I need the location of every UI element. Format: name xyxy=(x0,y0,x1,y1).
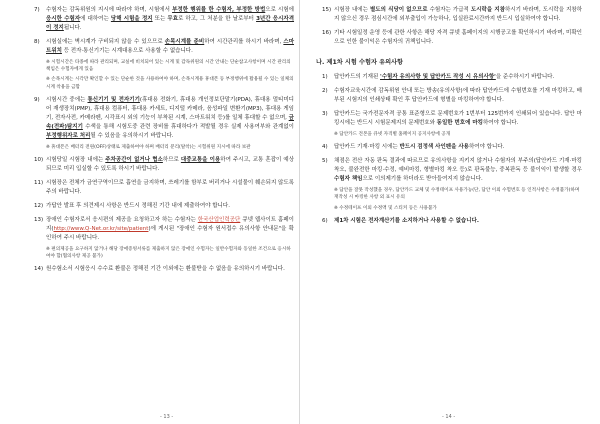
list-item xyxy=(322,73,582,82)
right-page xyxy=(300,0,600,424)
item-text xyxy=(46,202,294,211)
text-segment: 반드시 검정색 사인펜을 사용 xyxy=(399,144,469,151)
list-item xyxy=(322,157,582,184)
item-number: 4) xyxy=(322,144,328,151)
item-text xyxy=(46,38,294,56)
text-segment: 손목시계를 준비 xyxy=(164,39,205,45)
text-segment: 주차공간이 없거나 협소 xyxy=(105,157,163,164)
item-text xyxy=(334,73,582,82)
text-segment: 당해 시험을 정지 xyxy=(110,16,153,22)
text-segment: 으로 시험에 xyxy=(265,7,294,13)
right-items-top xyxy=(322,6,582,47)
item-number: 9) xyxy=(34,96,40,103)
text-segment: 수험자는 가급적 xyxy=(427,7,471,13)
list-item xyxy=(322,217,582,226)
text-segment: 동일한 번호에 마킹 xyxy=(436,120,483,126)
text-segment: 장애인 수험자로서 응시편의 제공을 요청하고자 하는 수험자는 xyxy=(46,217,198,224)
text-segment: 가답안 발표 후 의견제시 사항은 반드시 정해진 기간 내에 제출하여야 합니다. xyxy=(46,203,230,210)
item-number: 16) xyxy=(322,30,332,36)
text-segment: 도시락을 지참 xyxy=(470,7,506,13)
text-segment: 하시기 바라며, 도시락을 지참하지 않으신 경우 점심시간에 외부출입이 가능하나, 입실완료시간까지 반드시 입실하여야 합니다. xyxy=(334,7,583,22)
text-segment: 답안카드 기재·마킹 시에는 xyxy=(334,144,400,151)
text-segment: 하여 주시고, 교통 혼잡이 예상되므로 미리 입실할 수 있도록 하시기 바랍니다. xyxy=(46,157,295,173)
text-segment: 로 하고, 그 처분을 한 날로부터 xyxy=(178,16,257,22)
text-segment: 을 준수하시기 바랍니다. xyxy=(495,74,555,80)
list-item xyxy=(34,156,294,174)
item-number: 3) xyxy=(322,111,328,117)
text-segment: 됩니다. xyxy=(63,25,82,31)
text-segment: 부정행위자로 처리 xyxy=(46,132,91,139)
list-item xyxy=(34,179,294,197)
text-segment: 수색을 통해 시험도중 관련 장비를 휴대하다가 적발될 경우 실제 사용여부와 관계없이 xyxy=(82,123,294,130)
item-number: 2) xyxy=(322,88,328,94)
list-item xyxy=(322,87,582,105)
text-segment: 답안카드는 국가전문자격 공통 표준형으로 문제번호가 1번부터 125번까지 인쇄되어 있습니다. 답안 마킹시에는 반드시 시험문제지의 문제번호와 xyxy=(334,111,582,126)
item-number: 7) xyxy=(34,7,40,13)
text-segment: 답안카드의 기재된 xyxy=(334,74,381,80)
text-segment: 하여 시간관리를 하시기 바라며, xyxy=(204,39,284,45)
text-segment: )에 게시된 "장애인 수험자 원서접수 유의사항 안내문"을 확인하여 주시 바랍니다. xyxy=(46,226,294,242)
text-segment: 될 수 있음을 유의하시기 바랍니다. xyxy=(90,132,174,139)
item-note: ※ 손목시계는 시각만 확인할 수 있는 단순한 것을 사용하여야 하며, 손목시계용 휴대폰 등 부정행위에 활용될 수 있는 일체의 시계 착용을 금함 xyxy=(46,77,294,90)
item-number: 12) xyxy=(34,203,44,210)
text-segment: 으로 이의제기를 하더라도 받아들여지지 않습니다. xyxy=(362,176,483,183)
text-segment: 부정한 행위를 한 수험자, 부정한 방법 xyxy=(172,7,266,13)
text-segment: 한국산업인력공단 xyxy=(197,217,241,224)
item-note: ※ 답안카드 견본을 큐넷 자격별 홈페이지 공지사항에 공개 xyxy=(334,132,451,137)
item-text xyxy=(46,179,294,197)
text-segment: 또는 xyxy=(152,16,168,22)
text-segment: 등 전자·통신기기는 시계대용으로 사용할 수 없습니다. xyxy=(61,48,193,54)
item-text xyxy=(334,143,582,152)
right-items-bottom xyxy=(322,73,582,226)
list-item xyxy=(34,202,294,211)
list-item xyxy=(34,38,294,56)
text-segment: 수험자는 감독위원의 지시에 따라야 하며, 시험에서 xyxy=(46,7,173,13)
item-note: ※ 수정테이프 이외 수정액 및 스티커 등은 사용불가 xyxy=(334,205,437,211)
item-text xyxy=(334,110,582,128)
right-page-number: - 14 - xyxy=(442,414,456,420)
item-text xyxy=(46,6,294,33)
text-segment: 3년간 응시자격이 정지 xyxy=(46,16,295,31)
item-text xyxy=(334,87,582,105)
list-item xyxy=(34,265,294,274)
text-segment: 시험장은 전체가 금연구역이므로 흡연을 금지하며, 쓰레기를 함부로 버리거나 시설물이 훼손되지 않도록 주의 바랍니다. xyxy=(46,180,294,196)
list-item xyxy=(34,96,294,141)
text-segment: 시험당일 시험장 내에는 xyxy=(46,157,106,164)
section-title: 나. 제1차 시험 수험자 유의사항 xyxy=(316,59,403,66)
item-text xyxy=(46,216,294,243)
left-items xyxy=(34,6,294,274)
item-number: 1) xyxy=(322,74,328,80)
text-segment: 채점은 전산 자동 판독 결과에 따르므로 유의사항을 지키지 않거나 수험자의 부주의(답안카드 기재·마킹착오, 불완전한 마킹·수정, 예비마킹, 형별마킹 착오 등)로 판독불능, 중복판독 등 불이익이 발생할 경우 xyxy=(334,158,582,174)
item-number: 8) xyxy=(34,39,40,45)
item-note: ※ 편의제공을 요구하지 않거나 해당 장애증빙서류를 제출하지 않은 장애인 수험자는 일반수험자와 동일한 조건으로 응시하여야 합(협의사항 제공 불가) xyxy=(46,247,291,260)
item-text xyxy=(46,265,294,274)
list-item xyxy=(322,143,582,152)
text-segment: 통신기기 및 전자기기 xyxy=(87,96,140,103)
text-segment: 큐넷 웹사이트 홈페이지( xyxy=(46,217,294,233)
text-segment: '수험자 유의사항 및 답안카드 작성 시 유의사항' xyxy=(380,74,496,80)
text-segment: 무효 xyxy=(167,16,179,22)
text-segment: 하여야 합니다. xyxy=(482,120,519,126)
left-page-number: - 13 - xyxy=(160,414,174,420)
text-segment: http://www.Q-Net.or.kr/site/patient xyxy=(53,226,149,233)
text-segment: (휴대용 전화기, 휴대용 개인정보단말기(PDA), 휴대용 멀티미디어 재생장치(PMP), 휴대용 컴퓨터, 휴대용 카세트, 디지털 카메라, 음성파일 변환기(MP3), 휴대용 게임기, 전자사전, 카메라펜, 시각표시 외의 기능이 부착된 시계, 스마트워치 등)를 일체 휴대할 수 없으며, xyxy=(46,96,294,121)
text-segment: 대중교통을 이용 xyxy=(180,157,221,164)
item-number: 11) xyxy=(34,180,44,187)
item-text xyxy=(334,217,582,226)
item-text xyxy=(46,156,294,174)
item-text xyxy=(334,29,582,47)
list-item xyxy=(322,29,582,47)
text-segment: 응시한 수험자 xyxy=(46,16,81,22)
text-segment: 기타 시험일정 운영 등에 관한 사항은 해당 자격 큐넷 홈페이지의 시행공고를 확인하시기 바라며, 미확인으로 인한 불이익은 수험자의 귀책입니다. xyxy=(334,30,582,45)
item-number: 10) xyxy=(34,157,44,164)
item-note: ※ 휴대폰은 배터리 전원(OFF)상태로 제출하여야 하며 배터리 분리(탈착)는 시험위원 지시에 따라 보관 xyxy=(46,144,251,150)
text-segment: 제1차 시험은 전자계산기를 소지하거나 사용할 수 없습니다. xyxy=(334,217,479,224)
item-note: ※ 시험시간은 타종에 따라 관리되며, 교실에 비치되어 있는 시계 및 감독위원의 시간 안내는 단순참고사항이며 시간 관리의 책임은 수험자에게 있음 xyxy=(46,60,291,73)
item-text xyxy=(46,96,294,141)
list-item xyxy=(34,6,294,33)
item-number: 5) xyxy=(322,158,328,165)
item-note: ※ 답안을 잘못 작성했을 경우, 답안카드 교체 및 수정테이프 사용가능(단, 답안 이외 수험번호 등 인적사항은 수정불가)하며 재작성 시 마킹한 사항 외 표시 유의 xyxy=(334,188,580,201)
item-number: 15) xyxy=(322,7,332,13)
text-segment: 시험장 내에는 xyxy=(334,7,370,13)
text-segment: 수험자교육시간에 감독위원 안내 또는 방송(유의사항)에 따라 답안카드에 수험번호를 기재 마킹하고, 배부된 시험지의 인쇄상태 확인 후 답안카드에 형별을 마킹하여야 합니다. xyxy=(334,88,582,103)
list-item xyxy=(322,110,582,128)
item-number: 6) xyxy=(322,217,328,224)
list-item xyxy=(322,6,582,24)
text-segment: 하므로 xyxy=(162,157,181,164)
text-segment: 스마트워치 xyxy=(46,39,295,54)
text-segment: 에 대하여는 xyxy=(80,16,111,22)
text-segment: 시험실에는 벽시계가 구비되지 않을 수 있으므로 xyxy=(46,39,165,45)
item-text xyxy=(334,6,582,24)
text-segment: 시험시간 중에는 xyxy=(46,96,88,103)
item-number: 14) xyxy=(34,266,44,273)
list-item xyxy=(34,216,294,243)
text-segment: 금속(전파)탐지기 xyxy=(46,114,294,130)
text-segment: 하여야 합니다. xyxy=(468,144,505,151)
text-segment: 원수험소서 시험응시 수수료 환불은 정해진 기간 이외에는 환불받을 수 없음을 유의하시기 바랍니다. xyxy=(46,266,285,273)
item-number: 13) xyxy=(34,217,44,224)
text-segment: 수험자 책임 xyxy=(334,176,363,183)
item-text xyxy=(334,157,582,184)
text-segment: 별도의 식당이 없으므로 xyxy=(369,7,428,13)
